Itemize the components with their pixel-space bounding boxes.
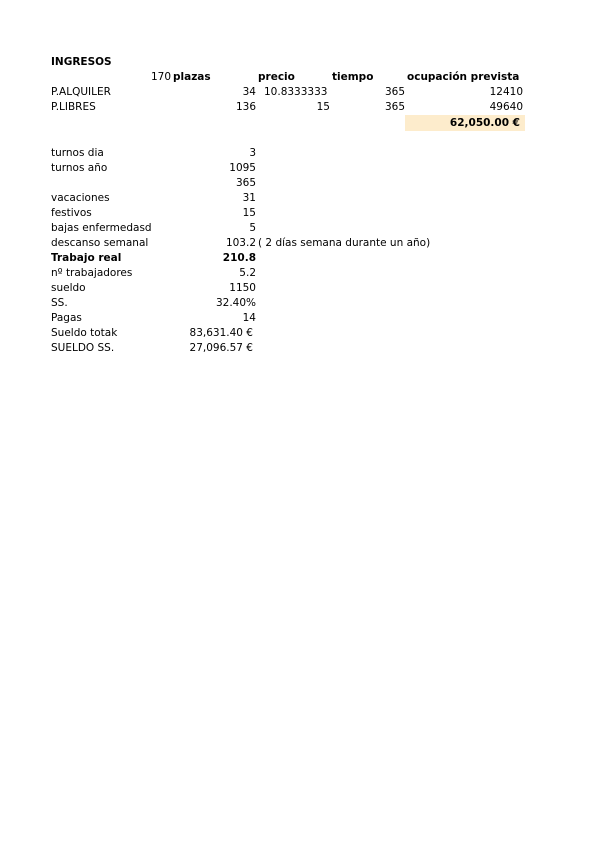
detail-value: 1150: [229, 282, 256, 294]
detail-value: 1095: [229, 162, 256, 174]
detail-label: bajas enfermedasd: [51, 222, 152, 234]
detail-value: 31: [242, 192, 256, 204]
row-label: P.ALQUILER: [51, 86, 111, 98]
detail-value: 27,096.57 €: [189, 342, 253, 354]
detail-value: 103.2: [225, 237, 256, 249]
detail-value: 5: [249, 222, 256, 234]
row-plazas: 136: [235, 101, 256, 113]
detail-label: descanso semanal: [51, 237, 149, 249]
detail-label: Sueldo totak: [51, 327, 118, 339]
detail-value: 3: [249, 147, 256, 159]
header-plazas: plazas: [173, 71, 211, 83]
detail-label: turnos año: [51, 162, 108, 174]
detail-value: 32.40%: [215, 297, 256, 309]
detail-value: 5.2: [239, 267, 256, 279]
header-tiempo: tiempo: [332, 71, 374, 83]
row-tiempo: 365: [384, 86, 405, 98]
header-precio: precio: [258, 71, 295, 83]
row-ocupacion: 12410: [489, 86, 523, 98]
header-ocupacion: ocupación prevista: [407, 71, 520, 83]
total-ingresos: 62,050.00 €: [449, 117, 520, 129]
detail-value: 365: [235, 177, 256, 189]
detail-label: Trabajo real: [51, 252, 122, 264]
detail-label: nº trabajadores: [51, 267, 133, 279]
detail-value: 15: [242, 207, 256, 219]
detail-label: sueldo: [51, 282, 86, 294]
detail-value: 14: [242, 312, 256, 324]
row-label: P.LIBRES: [51, 101, 96, 113]
row-precio: 10.8333333: [264, 86, 328, 98]
detail-label: Pagas: [51, 312, 82, 324]
detail-label: turnos dia: [51, 147, 104, 159]
detail-label: SS.: [51, 297, 68, 309]
detail-label: vacaciones: [51, 192, 110, 204]
row-plazas: 34: [242, 86, 256, 98]
detail-label: festivos: [51, 207, 92, 219]
detail-value: 210.8: [222, 252, 256, 264]
detail-note: ( 2 días semana durante un año): [258, 237, 431, 249]
detail-value: 83,631.40 €: [189, 327, 253, 339]
row-tiempo: 365: [384, 101, 405, 113]
section-title: INGRESOS: [51, 56, 112, 68]
row-precio: 15: [316, 101, 330, 113]
detail-label: SUELDO SS.: [51, 342, 115, 354]
total-plazas: 170: [150, 71, 171, 83]
row-ocupacion: 49640: [489, 101, 523, 113]
